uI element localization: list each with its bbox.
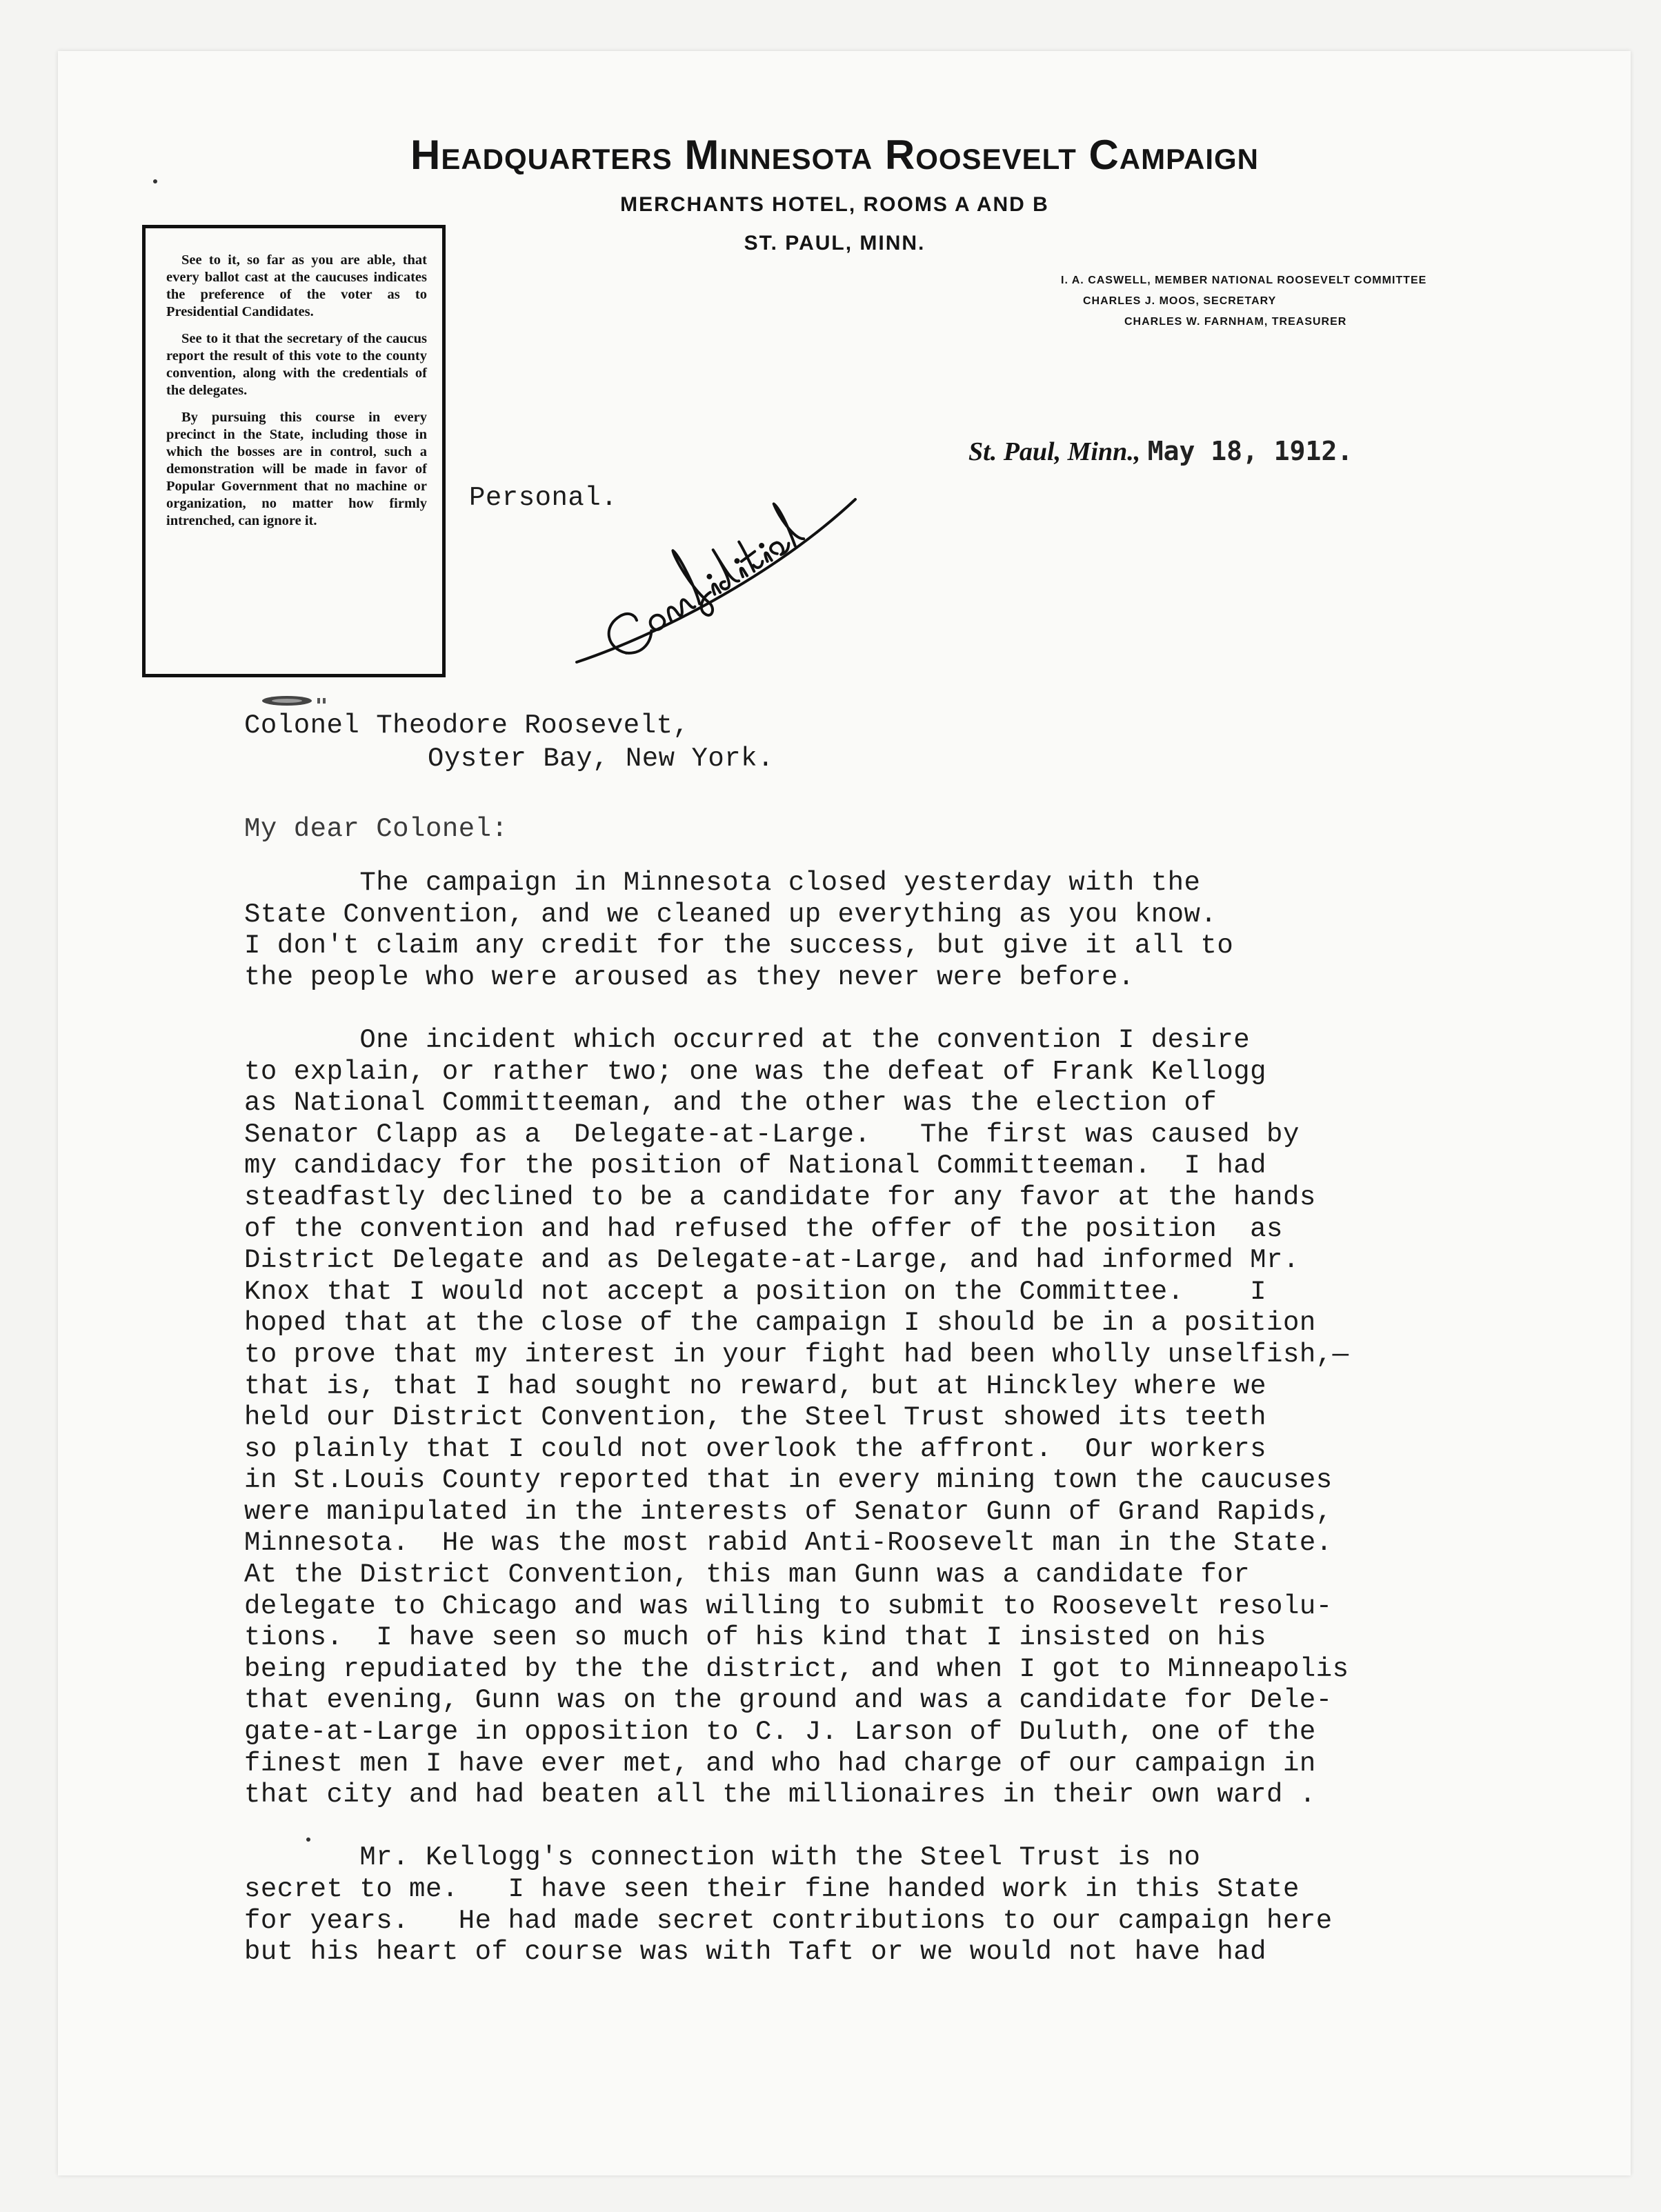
letterhead-title: Headquarters Minnesota Roosevelt Campaign — [410, 132, 1260, 178]
body-line: hoped that at the close of the campaign I should be in a position — [244, 1308, 1316, 1339]
body-line: but his heart of course was with Taft or we would not have had — [244, 1937, 1267, 1968]
body-line: Senator Clapp as a Delegate-at-Large. The first was caused by — [244, 1119, 1300, 1150]
instruction-paragraph: See to it, so far as you are able, that every ballot cast at the caucuses indicates the preference of the voter as to Presidential Candidates. — [166, 252, 427, 319]
body-line: my candidacy for the position of National Committeeman. I had — [244, 1150, 1267, 1182]
body-line: being repudiated by the the district, and when I got to Minneapolis — [244, 1653, 1349, 1684]
body-line: The campaign in Minnesota closed yesterday with the — [244, 868, 1201, 898]
dateline-place: St. Paul, Minn., — [968, 437, 1141, 466]
body-line: for years. He had made secret contributions to our campaign here — [244, 1905, 1333, 1936]
committee-treasurer: CHARLES W. FARNHAM, TREASURER — [1124, 316, 1347, 328]
caucus-instructions-box — [142, 225, 446, 677]
body-line: the people who were aroused as they never were before. — [244, 961, 1135, 993]
addressee-name: Colonel Theodore Roosevelt, — [244, 710, 690, 741]
committee-secretary: CHARLES J. MOOS, SECRETARY — [1083, 295, 1277, 307]
dateline — [968, 436, 1353, 467]
letterhead-address: MERCHANTS HOTEL, ROOMS A AND B — [620, 193, 1049, 216]
body-line: Mr. Kellogg's connection with the Steel Trust is no — [244, 1842, 1201, 1873]
body-line: were manipulated in the interests of Senator Gunn of Grand Rapids, — [244, 1496, 1333, 1527]
body-line: that is, that I had sought no reward, but at Hinckley where we — [244, 1371, 1267, 1402]
body-line: held our District Convention, the Steel Trust showed its teeth — [244, 1402, 1267, 1433]
body-line — [244, 1811, 1486, 1843]
letterhead-city: ST. PAUL, MINN. — [744, 232, 926, 255]
personal-marking: Personal. — [469, 483, 618, 513]
body-line: steadfastly declined to be a candidate for any favor at the hands — [244, 1182, 1316, 1213]
body-line: At the District Convention, this man Gunn was a candidate for — [244, 1560, 1251, 1591]
body-line: State Convention, and we cleaned up everything as you know. — [244, 899, 1217, 930]
paper-speck — [153, 179, 157, 183]
addressee-location: Oyster Bay, New York. — [428, 744, 774, 774]
committee-member: I. A. CASWELL, MEMBER NATIONAL ROOSEVELT COMMITTEE — [1061, 275, 1427, 286]
body-line: Minnesota. He was the most rabid Anti-Roosevelt man in the State. — [244, 1528, 1333, 1559]
body-line: tions. I have seen so much of his kind that I insisted on his — [244, 1622, 1267, 1653]
salutation: My dear Colonel: — [244, 814, 508, 844]
letter-body — [244, 868, 1486, 1969]
handwritten-confidential — [552, 455, 876, 676]
union-label-mark — [259, 693, 335, 709]
body-line — [244, 993, 1486, 1025]
instruction-paragraph: See to it that the secretary of the caucus report the result of this vote to the county convention, along with the credentials of the delegates. — [166, 331, 427, 398]
body-line: District Delegate and as Delegate-at-Large, and had informed Mr. — [244, 1245, 1300, 1276]
body-line: secret to me. I have seen their fine handed work in this State — [244, 1874, 1300, 1904]
body-line: to prove that my interest in your fight had been wholly unselfish,— — [244, 1339, 1349, 1370]
body-line: as National Committeeman, and the other was the election of — [244, 1088, 1217, 1119]
body-line: gate-at-Large in opposition to C. J. Larson of Duluth, one of the — [244, 1717, 1316, 1748]
body-line: I don't claim any credit for the success, but give it all to — [244, 930, 1234, 961]
body-line: finest men I have ever met, and who had charge of our campaign in — [244, 1748, 1316, 1779]
body-line: delegate to Chicago and was willing to submit to Roosevelt resolu- — [244, 1591, 1333, 1622]
body-line: so plainly that I could not overlook the affront. Our workers — [244, 1433, 1267, 1464]
body-line: that evening, Gunn was on the ground and was a candidate for Dele- — [244, 1685, 1333, 1716]
dateline-date: May 18, 1912. — [1147, 436, 1353, 466]
body-line: One incident which occurred at the convention I desire — [244, 1024, 1251, 1055]
body-line: in St.Louis County reported that in every mining town the caucuses — [244, 1465, 1333, 1496]
paper-speck — [306, 1837, 310, 1842]
body-line: to explain, or rather two; one was the defeat of Frank Kellogg — [244, 1056, 1267, 1087]
body-line: of the convention and had refused the offer of the position as — [244, 1213, 1283, 1244]
body-line: Knox that I would not accept a position on the Committee. I — [244, 1276, 1267, 1307]
body-line: that city and had beaten all the millionaires in their own ward . — [244, 1780, 1316, 1811]
instruction-paragraph: By pursuing this course in every precinct in the State, including those in which the bosses are in control, such a demonstration will be made in favor of Popular Government that no machine or organization, no matter how firmly intrenched, can ignore it. — [166, 410, 427, 528]
